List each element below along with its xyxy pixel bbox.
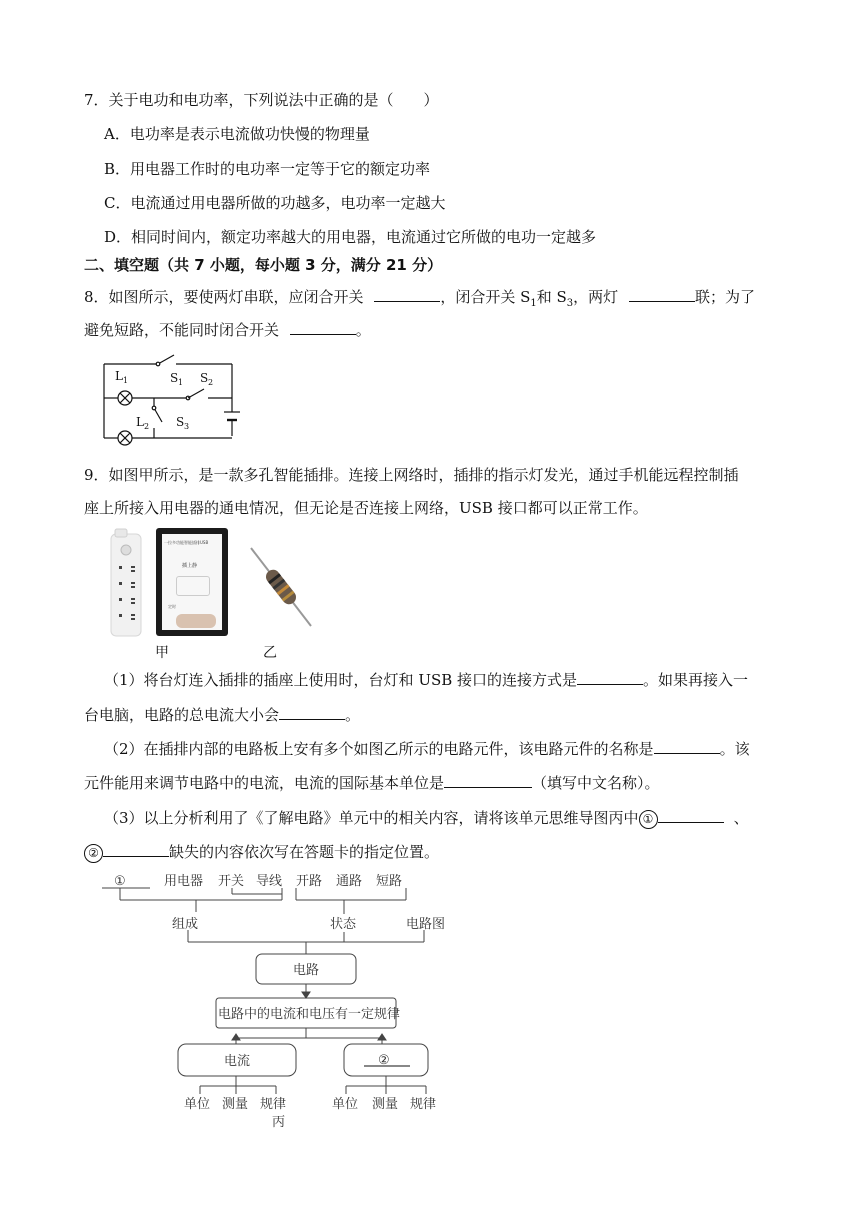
- mm-zucheng: 组成: [172, 917, 199, 932]
- q9-p1-blank-2[interactable]: [279, 703, 345, 720]
- phone-title: 一拉多功能智能插排USB: [164, 540, 209, 545]
- q7-stem: 7．关于电功和电功率，下列说法中正确的是（ ）: [84, 91, 439, 109]
- q9-p3-text-c: 缺失的内容依次写在答题卡的指定位置。: [169, 843, 440, 861]
- mm-celiang-2: 测量: [372, 1097, 399, 1112]
- mm-tonglu: 通路: [336, 874, 363, 889]
- mm-zhuangtai: 状态: [330, 917, 357, 932]
- q8-text-5: 避免短路，不能同时闭合开关: [84, 321, 280, 339]
- q9-p3-line2: [84, 840, 439, 863]
- circle-2-marker: ②: [84, 844, 103, 863]
- mm-guilv-2: 规律: [410, 1097, 437, 1112]
- q9-p3-blank-2[interactable]: [103, 840, 169, 857]
- q9-p2-line2: [84, 771, 660, 793]
- mm-dianliu: 电流: [224, 1054, 251, 1069]
- q7-option-b[interactable]: B．用电器工作时的电功率一定等于它的额定功率: [104, 160, 431, 178]
- section-title: 二、填空题（共 7 小题，每小题 3 分，满分 21 分）: [84, 256, 443, 274]
- q9-p2-blank-2[interactable]: [444, 771, 532, 788]
- resistor-image: [247, 544, 317, 630]
- q9-p1-text-d: 。: [345, 706, 361, 724]
- q9-p1-line1: [104, 668, 748, 690]
- mind-map-diagram: [100, 868, 460, 1128]
- circuit-diagram: [100, 348, 250, 448]
- q8-text-4: 联；为了: [694, 288, 755, 306]
- q8-blank-1[interactable]: [374, 285, 440, 302]
- q8-text-6: 。: [355, 321, 371, 339]
- q8-text-3: ，两灯: [573, 288, 619, 306]
- q7-option-c[interactable]: C．电流通过用电器所做的功越多，电功率一定越大: [104, 194, 446, 212]
- circle-1-marker: ①: [639, 810, 658, 829]
- phone-image: [156, 528, 228, 636]
- phone-label: 定时: [168, 604, 176, 609]
- q9-p1-text-c: 台电脑，电路的总电流大小会: [84, 706, 280, 724]
- mm-danwei-2: 单位: [332, 1097, 359, 1112]
- svg-text:1: 1: [178, 378, 184, 387]
- mm-danwei-1: 单位: [184, 1097, 211, 1112]
- mm-kailu: 开路: [296, 874, 323, 889]
- q8-blank-2[interactable]: [629, 285, 695, 302]
- q7-option-a[interactable]: A．电功率是表示电流做功快慢的物理量: [104, 125, 370, 143]
- mm-yongdianqi: 用电器: [164, 874, 204, 889]
- q9-p1-text-a: （1）将台灯连入插排的插座上使用时，台灯和 USB 接口的连接方式是: [104, 671, 578, 689]
- mm-circle-1: ①: [114, 874, 126, 889]
- mm-celiang-1: 测量: [222, 1097, 249, 1112]
- q9-line2: 座上所接入用电器的通电情况，但无论是否连接上网络，USB 接口都可以正常工作。: [84, 499, 648, 517]
- mm-bing: 丙: [272, 1115, 286, 1128]
- q9-p3-line1: [104, 806, 749, 829]
- phone-status: 插上静: [182, 563, 198, 569]
- fig-label-yi: 乙: [263, 645, 277, 661]
- power-strip-image: [107, 528, 151, 638]
- label-l2: L: [136, 415, 144, 429]
- mm-kaiguan: 开关: [218, 874, 245, 889]
- q8-blank-3[interactable]: [290, 318, 356, 335]
- q8-line2: [84, 318, 371, 340]
- q7-option-d[interactable]: D．相同时间内，额定功率越大的用电器，电流通过它所做的电功一定越多: [104, 228, 597, 246]
- svg-text:2: 2: [144, 422, 150, 431]
- svg-text:1: 1: [123, 376, 129, 385]
- q9-p2-text-b: 。该: [719, 740, 750, 758]
- label-l1: L: [115, 369, 123, 383]
- mm-circle-2: ②: [378, 1053, 390, 1068]
- q9-p2-text-a: （2）在插排内部的电路板上安有多个如图乙所示的电路元件，该电路元件的名称是: [104, 740, 654, 758]
- svg-text:3: 3: [184, 422, 190, 431]
- q8-text-2b: 和 S: [536, 288, 567, 306]
- mm-guilv-box: 电路中的电流和电压有一定规律: [218, 1007, 401, 1022]
- label-s1: S: [170, 371, 179, 385]
- q9-p1-blank-1[interactable]: [577, 668, 643, 685]
- q9-p2-text-d: （填写中文名称）。: [532, 774, 660, 792]
- q9-p3-text-a: （3）以上分析利用了《了解电路》单元中的相关内容，请将该单元思维导图丙中: [104, 809, 639, 827]
- q9-line1: 9．如图甲所示，是一款多孔智能插排。连接上网络时，插排的指示灯发光，通过手机能远程控制插: [84, 466, 739, 484]
- svg-text:2: 2: [208, 378, 214, 387]
- q9-p3-blank-1[interactable]: [658, 806, 724, 823]
- mm-dianlu: 电路: [293, 963, 320, 978]
- q8-text-1: 8．如图所示，要使两灯串联，应闭合开关: [84, 288, 364, 306]
- q9-p2-text-c: 元件能用来调节电路中的电流，电流的国际基本单位是: [84, 774, 445, 792]
- q9-p2-blank-1[interactable]: [654, 737, 720, 754]
- q9-p1-line2: [84, 703, 360, 725]
- q9-p1-text-b: 。如果再接入一: [643, 671, 749, 689]
- q9-p3-text-b: 、: [733, 809, 749, 827]
- mm-duanlu: 短路: [376, 874, 403, 889]
- phone-screen: [162, 534, 222, 630]
- mm-guilv-1: 规律: [260, 1097, 287, 1112]
- fig-label-jia: 甲: [155, 645, 169, 661]
- q8-line1: 8．如图所示，要使两灯串联，应闭合开关 ，闭合开关 $S_1$和 $S_3$，两灯 联；为了: [84, 285, 755, 314]
- mm-dianlutu: 电路图: [406, 917, 446, 932]
- q8-text-2: ，闭合开关 S: [440, 288, 531, 306]
- q9-p2-line1: [104, 737, 750, 759]
- label-s2: S: [200, 371, 209, 385]
- mm-daoxian: 导线: [256, 874, 283, 889]
- label-s3: S: [176, 415, 185, 429]
